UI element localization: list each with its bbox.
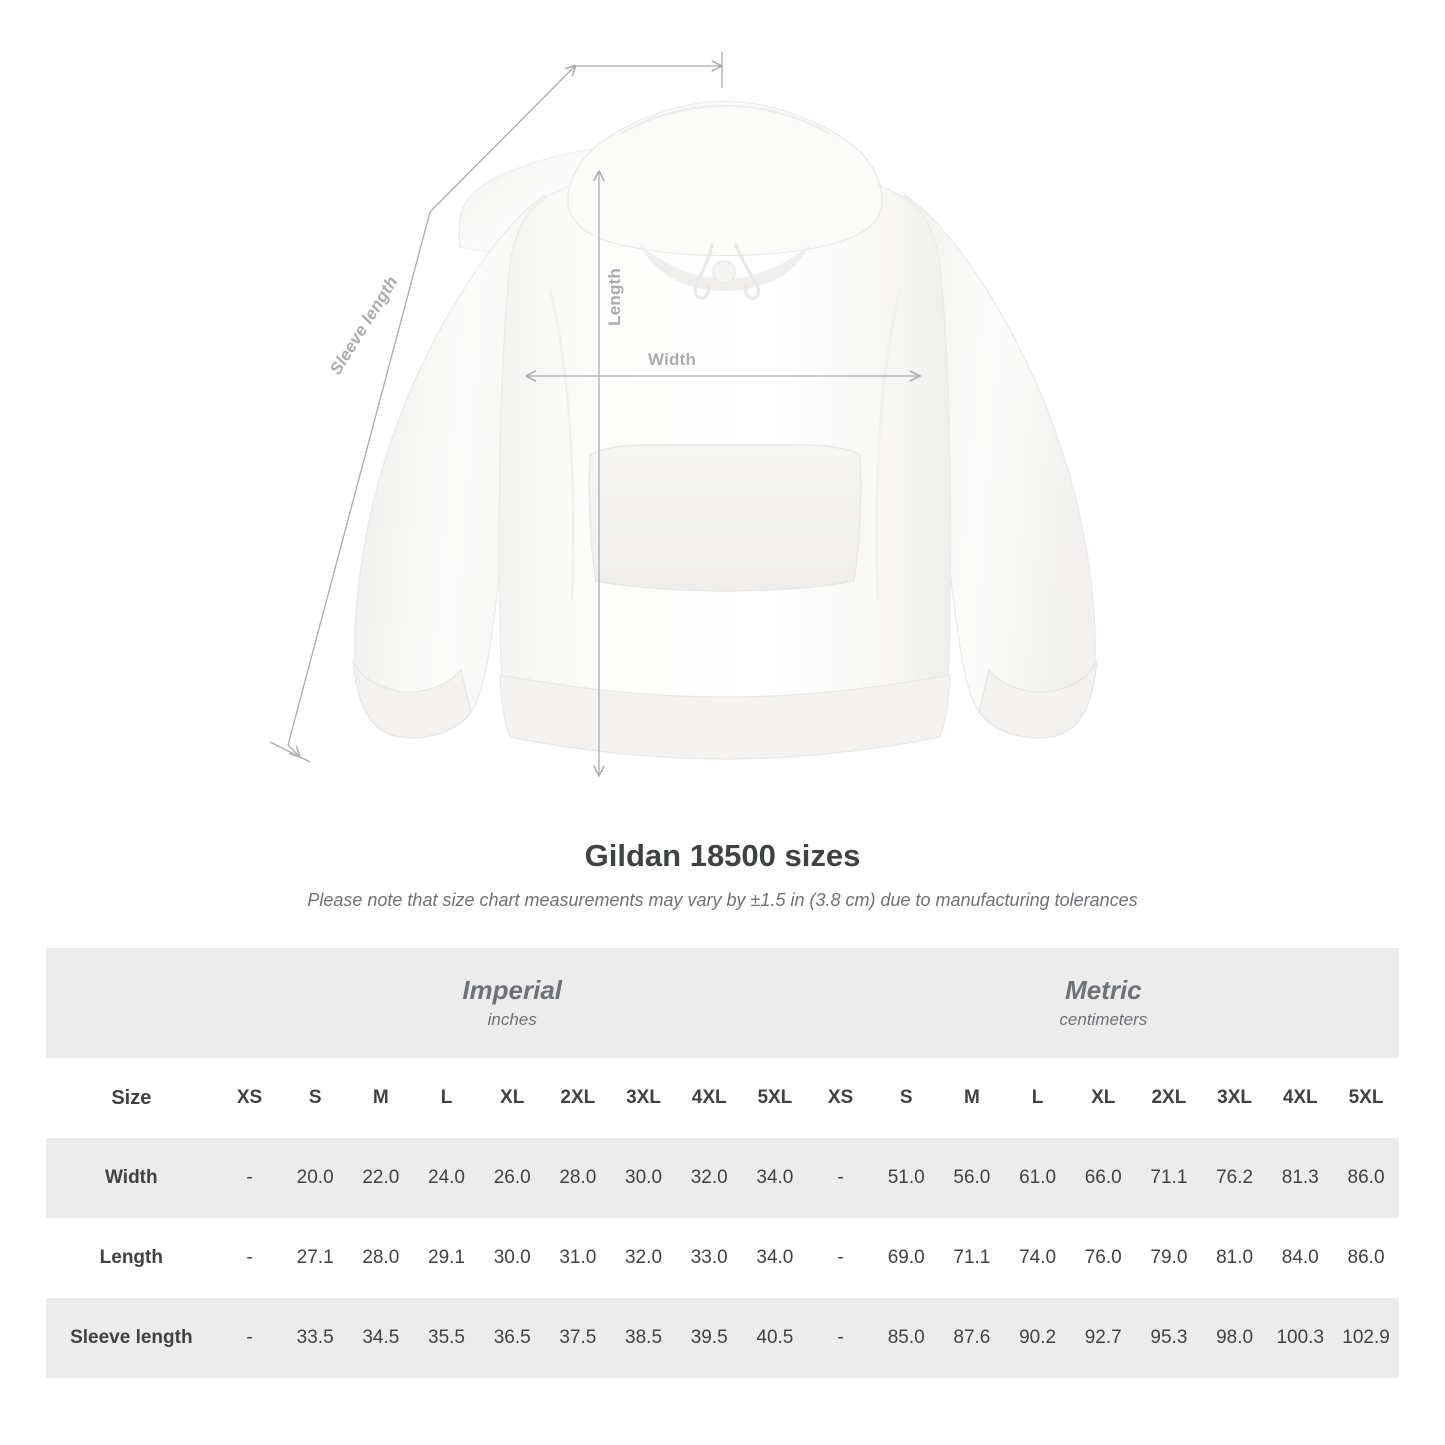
length-metric-s: 69.0 <box>873 1218 939 1298</box>
width-imperial-2xl: 28.0 <box>545 1138 611 1218</box>
size-header-metric-5xl: 5XL <box>1333 1058 1399 1138</box>
length-dimension-label: Length <box>605 268 624 326</box>
sleeve-imperial-3xl: 38.5 <box>611 1298 677 1378</box>
size-header-imperial-4xl: 4XL <box>676 1058 742 1138</box>
length-imperial-xl: 30.0 <box>479 1218 545 1298</box>
sleeve-metric-xs: - <box>808 1298 874 1378</box>
width-metric-s: 51.0 <box>873 1138 939 1218</box>
width-metric-2xl: 71.1 <box>1136 1138 1202 1218</box>
size-header-imperial-2xl: 2XL <box>545 1058 611 1138</box>
size-table <box>46 948 1399 1378</box>
length-imperial-3xl: 32.0 <box>611 1218 677 1298</box>
unit-group-metric <box>808 948 1399 1058</box>
size-header-metric-2xl: 2XL <box>1136 1058 1202 1138</box>
length-imperial-4xl: 33.0 <box>676 1218 742 1298</box>
size-header-imperial-xs: XS <box>217 1058 283 1138</box>
length-imperial-l: 29.1 <box>414 1218 480 1298</box>
size-header-metric-xs: XS <box>808 1058 874 1138</box>
sleeve-imperial-5xl: 40.5 <box>742 1298 808 1378</box>
size-header-metric-l: L <box>1005 1058 1071 1138</box>
length-imperial-xs: - <box>217 1218 283 1298</box>
sleeve-imperial-2xl: 37.5 <box>545 1298 611 1378</box>
length-metric-2xl: 79.0 <box>1136 1218 1202 1298</box>
row-label-sleeve-length: Sleeve length <box>46 1298 217 1378</box>
sleeve-metric-4xl: 100.3 <box>1267 1298 1333 1378</box>
width-imperial-3xl: 30.0 <box>611 1138 677 1218</box>
width-imperial-l: 24.0 <box>414 1138 480 1218</box>
width-imperial-xs: - <box>217 1138 283 1218</box>
size-header-imperial-3xl: 3XL <box>611 1058 677 1138</box>
sleeve-imperial-xl: 36.5 <box>479 1298 545 1378</box>
length-metric-4xl: 84.0 <box>1267 1218 1333 1298</box>
sleeve-metric-l: 90.2 <box>1005 1298 1071 1378</box>
table-row <box>46 1218 1399 1298</box>
length-imperial-2xl: 31.0 <box>545 1218 611 1298</box>
size-header-imperial-s: S <box>282 1058 348 1138</box>
width-dimension-label: Width <box>648 350 697 369</box>
sleeve-imperial-m: 34.5 <box>348 1298 414 1378</box>
size-header-metric-xl: XL <box>1070 1058 1136 1138</box>
width-metric-xl: 66.0 <box>1070 1138 1136 1218</box>
unit-group-imperial-sub: inches <box>487 1009 537 1029</box>
length-metric-l: 74.0 <box>1005 1218 1071 1298</box>
width-imperial-xl: 26.0 <box>479 1138 545 1218</box>
width-metric-l: 61.0 <box>1005 1138 1071 1218</box>
sleeve-metric-5xl: 102.9 <box>1333 1298 1399 1378</box>
sleeve-metric-s: 85.0 <box>873 1298 939 1378</box>
length-metric-m: 71.1 <box>939 1218 1005 1298</box>
size-header-metric-3xl: 3XL <box>1202 1058 1268 1138</box>
size-header-imperial-5xl: 5XL <box>742 1058 808 1138</box>
unit-header-spacer <box>46 948 217 1058</box>
length-metric-xl: 76.0 <box>1070 1218 1136 1298</box>
sleeve-imperial-l: 35.5 <box>414 1298 480 1378</box>
length-metric-5xl: 86.0 <box>1333 1218 1399 1298</box>
width-metric-4xl: 81.3 <box>1267 1138 1333 1218</box>
length-metric-xs: - <box>808 1218 874 1298</box>
row-label-length: Length <box>46 1218 217 1298</box>
width-metric-m: 56.0 <box>939 1138 1005 1218</box>
tolerance-note: Please note that size chart measurements may vary by ±1.5 in (3.8 cm) due to manufacturing tolerances <box>307 890 1138 910</box>
row-label-width: Width <box>46 1138 217 1218</box>
length-metric-3xl: 81.0 <box>1202 1218 1268 1298</box>
table-row <box>46 1138 1399 1218</box>
size-header-metric-4xl: 4XL <box>1267 1058 1333 1138</box>
sleeve-metric-3xl: 98.0 <box>1202 1298 1268 1378</box>
table-row <box>46 1298 1399 1378</box>
length-imperial-5xl: 34.0 <box>742 1218 808 1298</box>
sleeve-metric-2xl: 95.3 <box>1136 1298 1202 1378</box>
width-imperial-5xl: 34.0 <box>742 1138 808 1218</box>
size-table-container <box>46 948 1399 1378</box>
size-header-imperial-xl: XL <box>479 1058 545 1138</box>
sleeve-imperial-xs: - <box>217 1298 283 1378</box>
sleeve-metric-xl: 92.7 <box>1070 1298 1136 1378</box>
unit-group-imperial-name: Imperial <box>462 975 563 1006</box>
size-header-metric-s: S <box>873 1058 939 1138</box>
length-imperial-s: 27.1 <box>282 1218 348 1298</box>
length-imperial-m: 28.0 <box>348 1218 414 1298</box>
width-metric-3xl: 76.2 <box>1202 1138 1268 1218</box>
width-metric-5xl: 86.0 <box>1333 1138 1399 1218</box>
sleeve-metric-m: 87.6 <box>939 1298 1005 1378</box>
page-title: Gildan 18500 sizes <box>584 838 861 873</box>
size-header-metric-m: M <box>939 1058 1005 1138</box>
unit-group-metric-sub: centimeters <box>1059 1009 1148 1029</box>
unit-header-row <box>46 948 1399 1058</box>
unit-group-imperial <box>217 948 808 1058</box>
sleeve-imperial-s: 33.5 <box>282 1298 348 1378</box>
width-imperial-m: 22.0 <box>348 1138 414 1218</box>
unit-group-metric-name: Metric <box>1065 975 1142 1006</box>
size-header-imperial-m: M <box>348 1058 414 1138</box>
size-header-row <box>46 1058 1399 1138</box>
size-header-label: Size <box>46 1058 217 1138</box>
sleeve-length-dimension-label: Sleeve length <box>326 272 402 379</box>
width-imperial-s: 20.0 <box>282 1138 348 1218</box>
size-header-imperial-l: L <box>414 1058 480 1138</box>
title-block <box>0 838 1445 911</box>
width-metric-xs: - <box>808 1138 874 1218</box>
sleeve-imperial-4xl: 39.5 <box>676 1298 742 1378</box>
width-imperial-4xl: 32.0 <box>676 1138 742 1218</box>
